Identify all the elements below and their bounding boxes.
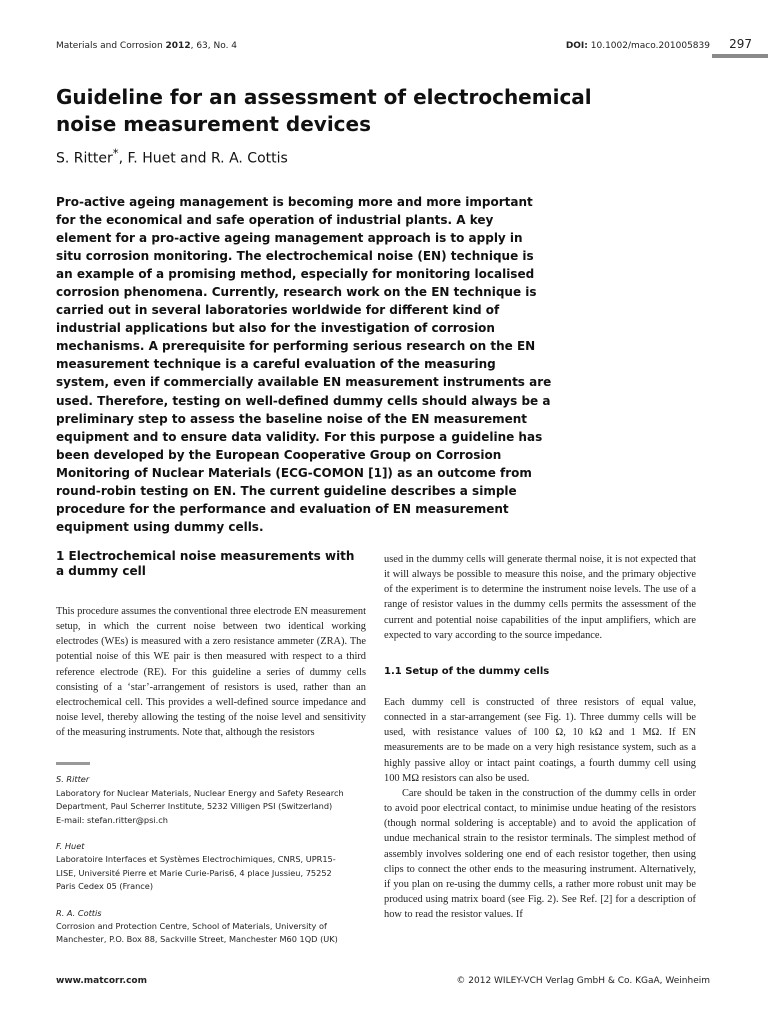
- author-ritter: S. Ritter: [56, 150, 113, 167]
- article-title-line-1: Guideline for an assessment of electrochemical: [56, 85, 592, 109]
- right-column: [384, 552, 696, 922]
- affiliation-name: F. Huet: [56, 841, 85, 852]
- affiliation-email[interactable]: E-mail: stefan.ritter@psi.ch: [56, 814, 168, 825]
- affiliation-cottis: [56, 907, 366, 947]
- section-1-1-paragraph-1: Each dummy cell is constructed of three resistors of equal value, connected in a star-arrangement (see Fig. 1). Three dummy cells will be used, with resistance values of 100 Ω, 10 kΩ and 1 MΩ. If EN measurements are to be made on a very high resistance system, such as a highly passive alloy or intact paint coatings, a fourth dummy cell using 100 MΩ resistors can also be used.: [384, 696, 696, 784]
- journal-name: Materials and Corrosion: [56, 41, 163, 51]
- affiliation-line: Paris Cedex 05 (France): [56, 881, 154, 892]
- copyright-notice: © 2012 WILEY-VCH Verlag GmbH & Co. KGaA, Weinheim: [456, 976, 710, 986]
- journal-website[interactable]: www.matcorr.com: [56, 976, 147, 986]
- doi-value[interactable]: 10.1002/maco.201005839: [590, 41, 710, 51]
- affiliation-huet: [56, 840, 366, 894]
- doi-label: DOI:: [565, 41, 588, 51]
- page-number-bar: [712, 54, 768, 58]
- journal-volume-issue: , 63, No. 4: [190, 41, 238, 51]
- section-1-heading: 1 Electrochemical noise measurements with a dummy cell: [56, 549, 355, 578]
- author-list: [56, 146, 288, 167]
- corresponding-author-mark: *: [112, 146, 119, 160]
- doi: [566, 41, 710, 51]
- section-1-1-heading: 1.1 Setup of the dummy cells: [384, 665, 550, 677]
- journal-citation: [56, 41, 237, 51]
- section-1-1-paragraph-2: Care should be taken in the construction of the dummy cells in order to avoid poor electrical contact, to minimise undue heating of the resistors (though normal soldering is acceptable) and to avoid the application of undue mechanical strain to the resistor terminals. The simplest method of assembly involves soldering one end of each resistor together, then using clips to connect the other ends to the measuring instrument. Alternatively, if you plan on re-using the dummy cells, a rather more robust unit may be produced using matrix board (see Fig. 2). See Ref. [2] for a description of how to read the resistor values. If: [384, 787, 696, 921]
- affiliation-line: Corrosion and Protection Centre, School of Materials, University of: [56, 921, 327, 932]
- affiliation-line: Department, Paul Scherrer Institute, 5232 Villigen PSI (Switzerland): [56, 801, 333, 812]
- section-1-paragraph-continued: used in the dummy cells will generate thermal noise, it is not expected that it will always be possible to measure this noise, and the primary objective of the experiment is to determine the instrument noise levels. The use of a range of resistor values in the dummy cells permits the assessment of the current and potential noise capabilities of the input amplifiers, which are expected to vary according to the source impedance.: [384, 554, 696, 641]
- affiliation-line: Laboratoire Interfaces et Systèmes Electrochimiques, CNRS, UPR15-: [56, 854, 336, 865]
- affiliation-ritter: [56, 773, 366, 827]
- section-1-paragraph: This procedure assumes the conventional three electrode EN measurement setup, in which the current noise between two identical working electrodes (WEs) is measured with a zero resistance ammeter (ZRA). The potential noise of this WE pair is then measured with respect to a third reference electrode (RE). For this guideline a series of dummy cells consisting of a ‘star’-arrangement of resistors is used, rather than an electrochemical cell. This provides a well-defined source impedance and noise level, thereby allowing the testing of the noise level and sensitivity of the measuring instruments. Note that, although the resistors: [56, 606, 366, 739]
- affiliation-line: Laboratory for Nuclear Materials, Nuclear Energy and Safety Research: [56, 787, 344, 798]
- affiliation-name: S. Ritter: [56, 774, 90, 785]
- journal-year: 2012: [165, 41, 191, 51]
- affiliation-line: LISE, Université Pierre et Marie Curie-Paris6, 4 place Jussieu, 75252: [56, 867, 332, 878]
- affiliation-line: Manchester, P.O. Box 88, Sackville Street, Manchester M60 1QD (UK): [56, 934, 338, 945]
- article-title: [56, 84, 676, 138]
- affiliation-name: R. A. Cottis: [56, 907, 102, 918]
- left-column: [56, 549, 366, 947]
- page-number: 297: [729, 37, 752, 51]
- authors-rest: , F. Huet and R. A. Cottis: [118, 150, 288, 167]
- article-title-line-2: noise measurement devices: [56, 112, 371, 136]
- abstract: Pro-active ageing management is becoming more and more important for the economical and safe operation of industrial plants. A key element for a pro-active ageing management approach is to apply in situ corrosion monitoring. The electrochemical noise (EN) technique is an example of a promising method, especially for monitoring localised corrosion phenomena. Currently, research work on the EN technique is carried out in several laboratories worldwide for different kind of industrial applications but also for the investigation of corrosion mechanisms. A prerequisite for performing serious research on the EN measurement technique is a careful evaluation of the measuring system, even if commercially available EN measurement instruments are used. Therefore, testing on well-defined dummy cells should always be a preliminary step to assess the baseline noise of the EN measurement equipment and to ensure data validity. For this purpose a guideline has been developed by the European Cooperative Group on Corrosion Monitoring of Nuclear Materials (ECG-COMON [1]) as an outcome from round-robin testing on EN. The current guideline describes a simple procedure for the performance and evaluation of EN measurement equipment using dummy cells.: [56, 195, 552, 534]
